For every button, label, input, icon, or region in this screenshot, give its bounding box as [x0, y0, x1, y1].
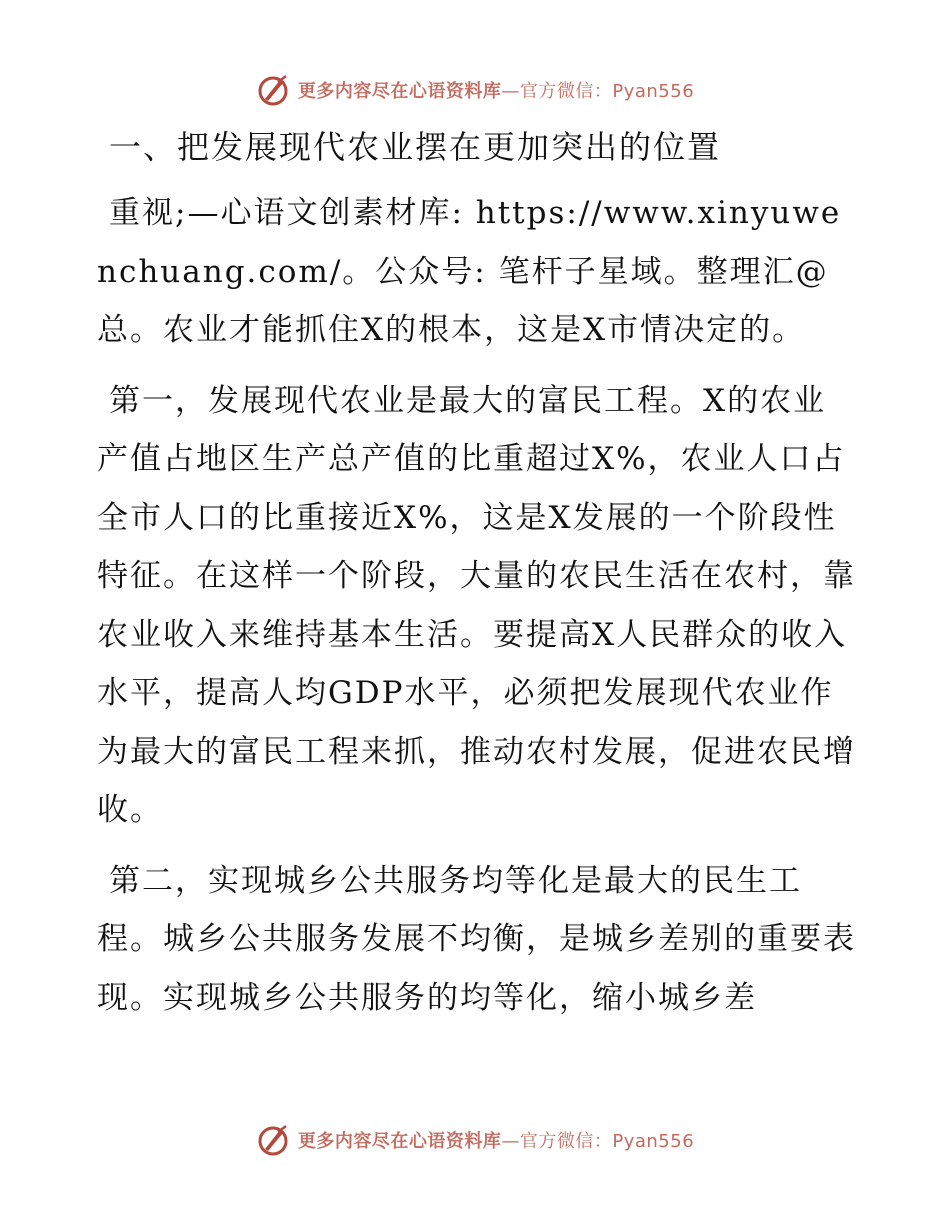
quill-logo-icon: [256, 73, 290, 107]
watermark-wechat-id: Pyan556: [612, 81, 695, 102]
watermark-brand: 更多内容尽在心语资料库: [297, 81, 502, 102]
watermark-wechat-label: 官方微信：: [519, 81, 613, 102]
watermark-separator: —: [501, 81, 520, 102]
paragraph-second-point: 第二，实现城乡公共服务均等化是最大的民生工程。城乡公共服务发展不均衡，是城乡差别的重要表现。实现城乡公共服务的均等化，缩小城乡差: [97, 862, 856, 1016]
watermark-brand: 更多内容尽在心语资料库: [297, 1131, 502, 1152]
section-heading: 一、把发展现代农业摆在更加突出的位置: [109, 128, 722, 166]
document-body: [97, 118, 857, 1039]
quill-logo-icon: [256, 1123, 290, 1157]
watermark-separator: —: [501, 1131, 520, 1152]
watermark-text: [298, 1127, 694, 1153]
watermark-banner-bottom: [0, 1120, 950, 1160]
watermark-banner-top: [0, 70, 950, 110]
paragraph-intro: 重视;—心语文创素材库: https://www.xinyuwenchuang.com/。公众号: 笔杆子星域。整理汇@总。农业才能抓住X的根本，这是X市情决定的。: [97, 195, 842, 348]
watermark-wechat-label: 官方微信：: [519, 1131, 613, 1152]
watermark-wechat-id: Pyan556: [612, 1131, 695, 1152]
paragraph-first-point: 第一，发展现代农业是最大的富民工程。X的农业产值占地区生产总产值的比重超过X%，农业人口占全市人口的比重接近X%，这是X发展的一个阶段性特征。在这样一个阶段，大量的农民生活在农村，靠农业收入来维持基本生活。要提高X人民群众的收入水平，提高人均GDP水平，必须把发展现代农业作为最大的富民工程来抓，推动农村发展，促进农民增收。: [97, 382, 856, 828]
watermark-text: [298, 77, 694, 103]
